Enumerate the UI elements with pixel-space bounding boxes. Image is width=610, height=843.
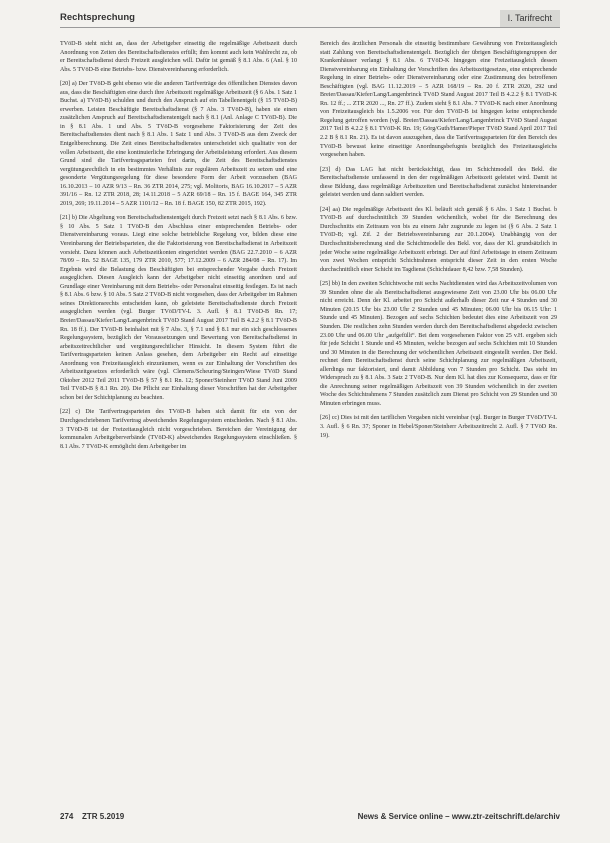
section-title: Rechtsprechung [60, 12, 135, 23]
page-footer [60, 812, 560, 826]
paragraph: [21] b) Die Abgeltung von Bereitschaftsdienstentgelt durch Freizeit setzt nach § 8.1 Abs. 6 bzw. § 10 Abs. 5 Satz 1 TVöD-B den Abschluss einer entsprechenden Betriebs- oder Dienstvereinbarung voraus. Liegt eine solche betriebliche Regelung vor, bilden diese eine Vereinbarung der Betriebsparteien, die die Faktorisierung von Bereitschaftsdienst in Arbeitszeit vorsieht. Dazu können auch Arbeitszeitkonten eingerichtet werden (BAG 22.7.2010 – 6 AZR 78/09 – Rn. 52 BAGE 135, 179 ZTR 2010, 577; 17.12.2009 – 6 AZR 284/08 – Rn. 17). Im Ergebnis wird die Belastung des Beschäftigten bei entsprechender Vorgabe durch Freizeit ausgeglichen. Diesen Ausgleich kann der Arbeitgeber nicht einseitig anordnen und auf Grundlage einer Vereinbarung mit dem Betriebs- oder Personalrat einseitig festlegen. Es ist nach § 8.1 Abs. 6 bzw. § 10 Abs. 5 Satz 2 TVöD-B nicht vorgesehen, dass der Arbeitgeber im Rahmen seines Direktionsrechts entscheiden kann, ob geleistete Bereitschaftsdienste durch Freizeit ausgeglichen werden (vgl. Burger TVöD/TV-L 3. Aufl. § 8.1 TVöD-B Rn. 17; Breier/Dassau/Kiefer/Lang/Langenbrinck TVöD Stand August 2017 Teil B 4.2.2 § 8.1 TVöD-B Rn. 18 ff.). Der TVöD-B beinhaltet mit § 7 Abs. 3, § 7.1 und § 8.1 nur ein sich geschlossenes Regelungssystem, bezüglich der Voraussetzungen und Bewertung von Bereitschaftsdienst in arbeitszeitrechtlicher und vergütungsrechtlicher Hinsicht. In diesem System führt die Tarifvertragsparteien keinen Anlass gesehen, dem Arbeitgeber ein Recht auf einseitige Anordnung von Freizeitausgleich einzuräumen, wenn es zur Einhaltung der Vorschriften des Arbeitszeitgesetzes erforderlich wäre (vgl. Clemens/Scheuring/Steingen/Wiese TVöD Stand Oktober 2012 Teil 2011 TVöD-B § 57 § 8.1 Rn. 12; Sponer/Steinherr TVöD Stand Juni 2009 Teil TVöD-B § 8.1 Rn. 20). Die Pflicht zur Einhaltung dieser Vorschriften hat der Arbeitgeber schon bei der Schichtplanung zu beachten. [60, 215, 297, 401]
paragraph: [25] bb) In den zweiten Schichtwoche mit sechs Nachtdiensten wird das Arbeitszeitvolumen von 39 Stunden ohne die als Bereitschaftsdienst ausgewiesene Zeit von 23.00 Uhr bis 06.00 Uhr nicht erreicht. Denn der Kl. arbeitet pro Schicht außerhalb dieser Zeit nur 4 Stunden und 30 Minuten (20.15 Uhr bis 23.00 Uhr 2 Stunden und 45 Minuten; 06.00 Uhr bis 06.15 Uhr: 1 Stunde und 45 Minuten). Bezogen auf sechs Schichten bedeutet dies eine Arbeitszeit von 29 Stunden. Die restlichen zehn Stunden werden durch den Bereitschaftsdienst abgedeckt zwischen 23.00 Uhr und 06.00 Uhr „aufgefüllt“. Bei dem vorgesehenen Faktor von 25 v.H. ergeben sich für jede Schicht 1 Stunde und 45 Minuten, welche bezogen auf sechs Schichten mit 10 Stunden und 30 Minuten in die Berechnung der wöchentlichen Arbeitszeit eingestellt werden. Der Bekl. rechnet dem Bereitschaftsdienst durch seine Schichtplanung zur regelmäßigen Arbeitszeit, allerdings nur faktorisiert, und damit Abbildung von 7 Stunden pro Schicht. Das steht im Widerspruch zu § 8.1 Abs. 3 Satz 2 TVöD-B. Nur dem Kl. hat dies zur Konsequenz, dass er für die Anrechnung seiner regelmäßigen Arbeitszeit von 39 Stunden wöchentlich in der zweiten Woche des Schichtrahmens 7 Stunden zusätzlich zum Dienst pro Schicht von 29 Stunden und 30 Minuten erbringen muss. [320, 281, 557, 407]
paragraph: Bereich des ärztlichen Personals die einseitig bestimmbare Gewährung von Freizeitausgleich statt Zahlung von Bereitschaftsdienstentgelt. Bezüglich der übrigen Beschäftigtengruppen der Krankenhäuser verlangt § 8.1 Abs. 6 TVöD-K hingegen eine Freizeitausgleich dessen Dienstvereinbarung ein Einhaltung der Vorschriften des Arbeitszeitgesetzes, eine entsprechende Regelung in einer Betriebs- oder Dienstvereinbarung oder eine Zustimmung des betroffenen Beschäftigten (vgl. BAG 11.12.2019 – 5 AZR 168/19 – Rn. 20 f. ZTR 2020, 292 und Breier/Dassau/Kiefer/Lang/Langenbrinck TVöD Stand August 2017 Teil B 4.2.2 § 8.1 TVöD-K Rn. 12 ff.; ... ZTR 2020 ..., Rn. 27 ff.). Zudem sieht § 8.1 Abs. 7 TVöD-K nach einer Anordnung von Freizeitausgleich bis 1.5.2006 vor. Für den TVöD-B ist hingegen keine entsprechende Regelung getroffen worden (vgl. Breier/Dassau/Kiefer/Lang/Langenbrinck TVöD Stand August 2017 Teil B 4.2.2 § 8.1 TVöD-K Rn. 19; Görg/Guth/Hamer/Pieper TVöD Stand April 2017 Teil 2.2 B § 8.1 Rn. 21). Es ist davon auszugehen, dass die Tarifvertragsparteien für den Bereich des TVöD-B bewusst keine einseitige Anordnungsbefugnis bezüglich des Freizeitausgleichs vorgesehen haben. [320, 41, 557, 159]
paragraph: [23] d) Das LAG hat nicht berücksichtigt, dass im Schichtmodell des Bekl. die Bereitschaftsdienste umfassend in den der regelmäßigen Arbeitszeit geleistet wird. Damit ist diese Bildung, dass regelmäßige Arbeitszeiten und Bereitschaftsdienst zunächst hintereinander geleistet werden und dann saldiert werden. [320, 166, 557, 199]
left-column [60, 40, 297, 457]
paragraph: [20] a) Der TVöD-B geht ebenso wie die anderen Tarifverträge des öffentlichen Dienstes davon aus, dass die Beschäftigten eine durch ihre Arbeitszeit regelmäßige Arbeitszeit (§ 6 Abs. 1 Satz 1 Buchst. a) TVöD-B) schulden und durch den Anspruch auf ein Tabellenentgelt (§ 15 TVöD-B) erwerben. Leisten Beschäftigte Bereitschaftsdienst (§ 7 Abs. 3 TVöD-B), haben sie einen zusätzlichen Anspruch auf Bereitschaftsdienstentgelt nach § 8.1 (Anl. Anlage C TVöD-B). Die in § 8.1 Abs. 1 und Abs. 5 TVöD-B vorgesehene Faktorisierung der Zeit des Bereitschaftsdienstes dient nach § 8.1 Abs. 1 Satz 1 und Abs. 3 TVöD-B aus dem Zweck der Entgeltberechnung. Die Zeit eines Bereitschaftsdienstes unterscheidet sich qualitativ von der vollen Arbeitszeit, die eine kontinuierliche Erbringung der Arbeitsleistung erfordert. Aus diesem Grund sind die Tarifvertragsparteien frei darin, die Zeit des Bereitschaftsdienstes vergütungsrechtlich in ein bestimmtes Verhältnis zur regulären Arbeitszeit zu setzen und eine gesonderte Vergütungsregelung für diese besondere Form der Arbeit vorzusehen (BAG 16.10.2013 – 10 AZR 9/13 – Rn. 36 ZTR 2014, 275; vgl. Molitoris, BAG 16.10.2017 – 5 AZR 391/16 – Rn. 12 ZTR 2018, 28; 14.11.2018 – 5 AZR 69/18 – Rn. 15 f. BAGE 164, 345 ZTR 2019, 269; 19.11.2014 – 5 AZR 1101/12 – Rn. 18 f. BAGE 150, 82 ZTR 2015, 192). [60, 81, 297, 207]
section-tag: I. Tarifrecht [500, 10, 560, 27]
paragraph: [22] c) Die Tarifvertragsparteien des TVöD-B haben sich damit für ein von der Durchgeschriebenen Tarifvertrag abweichendes Regelungssystem entschieden. Nach § 8.1 Abs. 3 TVöD-B ist der Freizeitausgleich nicht vorgeschrieben. Bereichen der Vereinigung der kommunalen Arbeitgeberverbände (TVöD-K) abweichendes Regelungssystem einschließen. § 8.1 Abs. 7 TVöD-K ermöglicht dem Arbeitgeber im [60, 409, 297, 450]
journal-issue: ZTR 5.2019 [82, 812, 125, 821]
page-number: 274 [60, 812, 74, 821]
running-header [60, 10, 560, 28]
right-column [320, 40, 557, 446]
archive-link[interactable]: News & Service online – www.ztr-zeitschrift.de/archiv [357, 812, 560, 821]
paragraph: [24] aa) Die regelmäßige Arbeitszeit des Kl. beläuft sich gemäß § 6 Abs. 1 Satz 1 Buchst. b TVöD-B auf durchschnittlich 39 Stunden wöchentlich, wobei für die Berechnung des Durchschnitts ein Zeitraum von bis zu einem Jahr zugrunde zu legen ist (§ 6 Abs. 2 Satz 1 TVöD-B; vgl. Zif. 2 der Betriebsvereinbarung zur 20.1.2004). Unabhängig von der Durchschnittsberechnung sind die Schichtmodelle des Bekl. vor, dass der Kl. grundsätzlich in jeder Woche seine regelmäßige Arbeitszeit erbringt. Der auf fünf Arbeitstage in einem Zeitraum von zwei Wochen entspricht Schichtrahmen entspricht dieser Zeit in den ersten Woche durchschnittlich einer Schicht im Tagdienst (Schichtdauer 8,42 bzw. 7,58 Stunden). [320, 206, 557, 273]
paragraph: TVöD-B steht nicht an, dass der Arbeitgeber einseitig die regelmäßige Arbeitszeit durch Anordnung von Zeiten des Bereitschaftsdienstes erfüllt; ihm kommt auch kein Wahlrecht zu, ob er Bereitschaftsdienst durch Freizeit ausgleichen will. Dafür ist gemäß § 8.1 Abs. 6 (Anl. § 10 Abs. 5 TVöD-B eine Betriebs- bzw. Dienstvereinbarung erforderlich. [60, 41, 297, 73]
paragraph: [26] cc) Dies ist mit den tariflichen Vorgaben nicht vereinbar (vgl. Burger in Burger TVöD/TV-L 3. Aufl. § 6 Rn. 37; Sponer in Hebel/Sponer/Steinherr Arbeitszeitrecht 2. Aufl. § 7 TVöD Rn. 19). [320, 415, 557, 439]
